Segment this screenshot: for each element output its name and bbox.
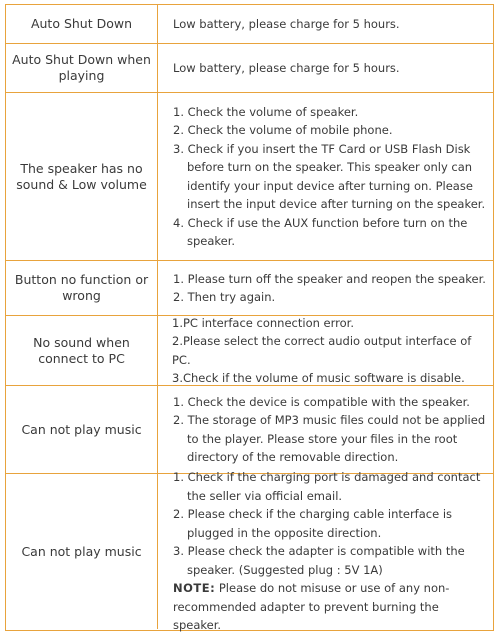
solution-cell — [158, 470, 493, 633]
solution-cell — [158, 44, 493, 92]
table-row — [6, 385, 493, 473]
list-item: 2. Please check if the charging cable interface is plugged in the opposite direction. — [173, 507, 456, 540]
list-item: 2. Then try again. — [173, 290, 276, 304]
solution-list — [173, 393, 489, 467]
note-item — [173, 579, 489, 635]
list-item: 4. Check if use the AUX function before turn on the speaker. — [173, 215, 471, 248]
table-row — [6, 260, 493, 315]
solution-list — [173, 15, 489, 34]
troubleshooting-table — [5, 4, 494, 631]
problem-cell: No sound when connect to PC — [6, 316, 158, 385]
list-item: Low battery, please charge for 5 hours. — [173, 60, 400, 75]
problem-cell: Can not play music — [6, 386, 158, 473]
problem-cell: Button no function or wrong — [6, 261, 158, 315]
solution-cell — [158, 386, 493, 473]
list-item: 1. Check the device is compatible with the speaker. — [173, 394, 470, 409]
list-item: 2. Check the volume of mobile phone. — [173, 123, 393, 137]
solution-list — [173, 270, 489, 307]
table-row — [6, 470, 493, 633]
list-item: 1. Check the volume of speaker. — [173, 104, 359, 119]
list-item: 2.Please select the correct audio output interface of PC. — [172, 334, 476, 367]
list-item: 1. Please turn off the speaker and reopen the speaker. — [173, 271, 486, 286]
problem-cell: Auto Shut Down — [6, 5, 158, 43]
solution-cell — [158, 316, 493, 385]
list-item: Low battery, please charge for 5 hours. — [173, 16, 400, 31]
problem-cell: The speaker has no sound & Low volume — [6, 93, 158, 260]
note-label: NOTE: — [173, 581, 216, 596]
table-row — [6, 5, 493, 43]
solution-list — [173, 59, 489, 78]
solution-cell — [158, 261, 493, 315]
solution-list — [173, 468, 489, 635]
problem-cell: Auto Shut Down when playing — [6, 44, 158, 92]
table-row — [6, 92, 493, 260]
list-item: 3.Check if the volume of music software is disable. — [172, 371, 465, 385]
table-row — [6, 315, 493, 385]
solution-list — [173, 103, 489, 251]
list-item: 2. The storage of MP3 music files could not be applied to the player. Please store your files in the root directory of the removable direction. — [173, 413, 489, 464]
table-row — [6, 43, 493, 92]
list-item: 1.PC interface connection error. — [172, 315, 354, 330]
solution-list — [172, 314, 489, 388]
solution-cell — [158, 93, 493, 260]
list-item: 1. Check if the charging port is damaged and contact the seller via official email. — [173, 470, 484, 503]
list-item: 3. Please check the adapter is compatible with the speaker. (Suggested plug : 5V 1A) — [173, 544, 469, 577]
solution-cell — [158, 5, 493, 43]
problem-cell: Can not play music — [6, 474, 158, 629]
list-item: 3. Check if you insert the TF Card or USB Flash Disk before turn on the speaker. This speaker only can identify your input device after turning on. Please insert the input device after turning on the speaker. — [173, 141, 486, 211]
note-text: Please do not misuse or use of any non-recommended adapter to prevent burning the speaker. — [173, 581, 450, 633]
